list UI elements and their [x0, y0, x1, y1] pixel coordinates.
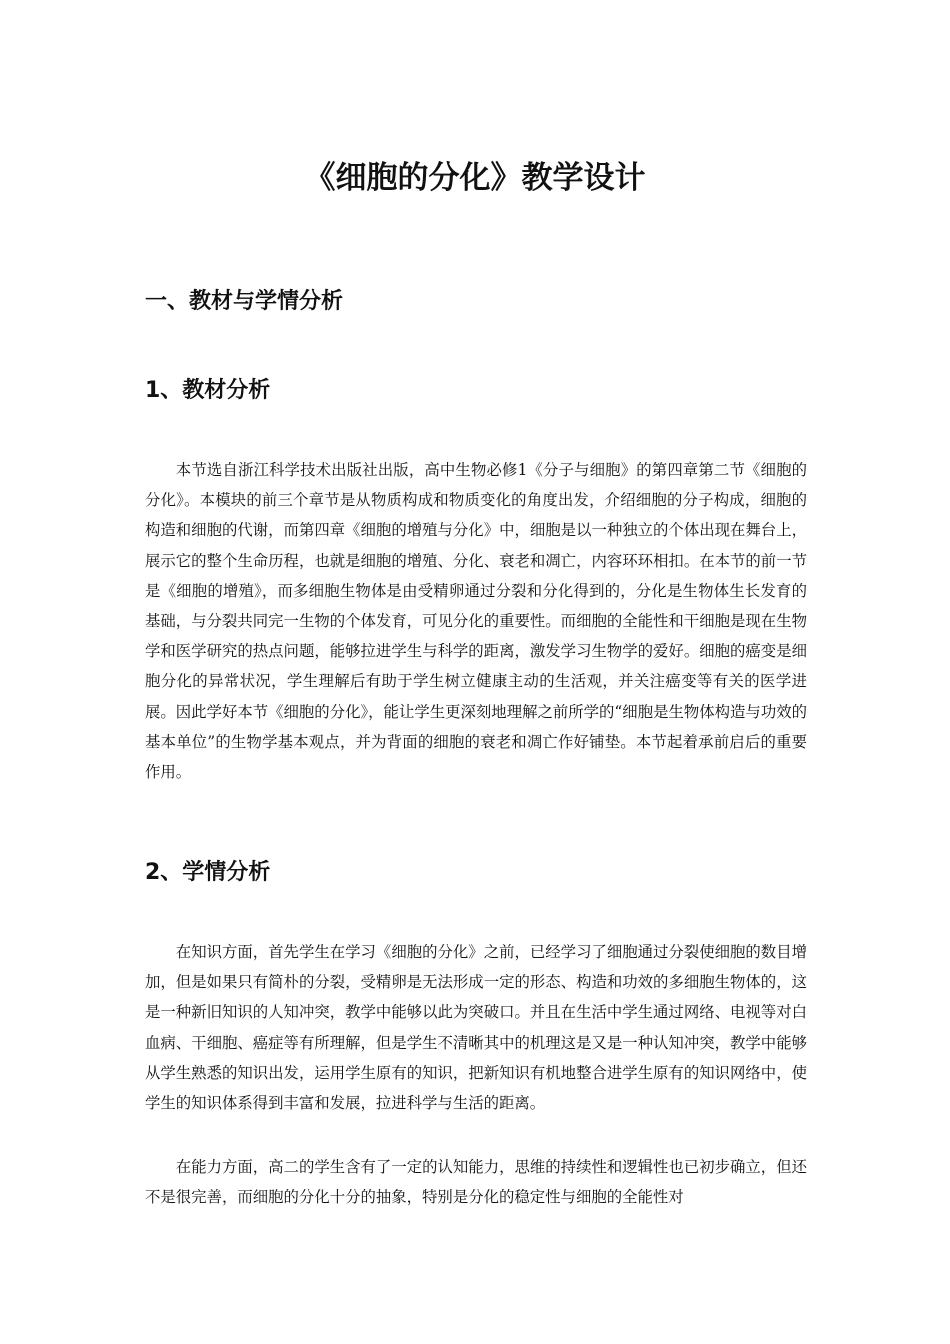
textbook-analysis-paragraph: 本节选自浙江科学技术出版社出版，高中生物必修1《分子与细胞》的第四章第二节《细胞的分化》。本模块的前三个章节是从物质构成和物质变化的角度出发，介绍细胞的分子构成，细胞的构造和细胞的代谢，而第四章《细胞的增殖与分化》中，细胞是以一种独立的个体出现在舞台上，展示它的整个生命历程，也就是细胞的增殖、分化、衰老和凋亡，内容环环相扣。在本节的前一节是《细胞的增殖》，而多细胞生物体是由受精卵通过分裂和分化得到的，分化是生物体生长发育的基础，与分裂共同完一生物的个体发育，可见分化的重要性。而细胞的全能性和干细胞是现在生物学和医学研究的热点问题，能够拉进学生与科学的距离，激发学习生物学的爱好。细胞的癌变是细胞分化的异常状况，学生理解后有助于学生树立健康主动的生活观，并关注癌变等有关的医学进展。因此学好本节《细胞的分化》，能让学生更深刻地理解之前所学的“细胞是生物体构造与功效的基本单位”的生物学基本观点，并为背面的细胞的衰老和凋亡作好铺垫。本节起着承前启后的重要作用。	[145, 461, 807, 782]
subsection-heading-textbook: 1、教材分析	[145, 378, 271, 403]
student-analysis-paragraph-knowledge: 在知识方面，首先学生在学习《细胞的分化》之前，已经学习了细胞通过分裂使细胞的数目增加，但是如果只有简朴的分裂，受精卵是无法形成一定的形态、构造和功效的多细胞生物体的，这是一种新旧知识的人知冲突，教学中能够以此为突破口。并且在生活中学生通过网络、电视等对白血病、干细胞、癌症等有所理解，但是学生不清晰其中的机理这是又是一种认知冲突，教学中能够从学生熟悉的知识出发，运用学生原有的知识，把新知识有机地整合进学生原有的知识网络中，使学生的知识体系得到丰富和发展，拉进科学与生活的距离。	[145, 943, 807, 1113]
subsection-heading-students: 2、学情分析	[145, 860, 271, 885]
section-heading-analysis: 一、教材与学情分析	[145, 289, 344, 314]
student-analysis-paragraph-ability: 在能力方面，高二的学生含有了一定的认知能力，思维的持续性和逻辑性也已初步确立，但还不是很完善，而细胞的分化十分的抽象，特别是分化的稳定性与细胞的全能性对	[145, 1158, 807, 1207]
document-title: 《细胞的分化》教学设计	[304, 160, 646, 196]
